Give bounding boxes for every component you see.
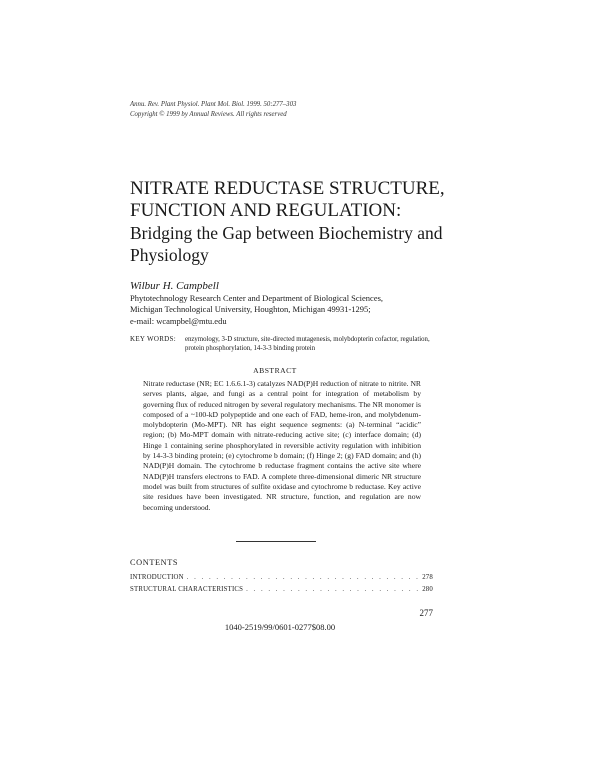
toc-entry-label: STRUCTURAL CHARACTERISTICS	[130, 586, 244, 593]
toc-entry-page: 280	[422, 586, 433, 593]
title-line-2: FUNCTION AND REGULATION:	[130, 200, 402, 221]
abstract-heading: ABSTRACT	[253, 366, 297, 375]
article-title	[130, 178, 450, 222]
toc-entry-page: 278	[422, 574, 433, 581]
author-email: e-mail: wcampbel@mtu.edu	[130, 315, 227, 326]
toc-entry-label: INTRODUCTION	[130, 574, 184, 581]
toc-leader-dots	[246, 586, 419, 593]
toc-leader-dots	[187, 574, 419, 581]
abstract-body: Nitrate reductase (NR; EC 1.6.6.1-3) catalyzes NAD(P)H reduction of nitrate to nitrite. NR serves plants, algae, and fungi as a central point for integration of metabolism by governing flux of reduced nitrogen by several regulatory mechanisms. The NR monomer is composed of a ~100-kD polypeptide and one each of FAD, heme-iron, and molybdenum-molybdopterin (Mo-MPT). NR has eight sequence segments: (a) N-terminal “acidic” region; (b) Mo-MPT domain with nitrate-reducing active site; (c) interface domain; (d) Hinge 1 containing serine phosphorylated in reversible activity regulation with inhibition by 14-3-3 binding protein; (e) cytochrome b domain; (f) Hinge 2; (g) FAD domain; and (h) NAD(P)H domain. The cytochrome b reductase fragment contains the active site where NAD(P)H transfers electrons to FAD. A complete three-dimensional dimeric NR structure model was built from structures of sulfite oxidase and cytochrome b reductase. Key active site residues have been investigated. NR structure, function, and regulation are now becoming understood.	[143, 379, 421, 512]
issn-line: 1040-2519/99/0601-0277$08.00	[224, 622, 336, 632]
author-affiliation	[130, 293, 430, 327]
affiliation-line-1: Phytotechnology Research Center and Department of Biological Sciences,	[130, 293, 384, 303]
journal-citation	[130, 100, 296, 119]
keywords-text: enzymology, 3-D structure, site-directed mutagenesis, molybdopterin cofactor, regulation, protein phosphorylation, 14-3-3 binding protein	[185, 336, 430, 353]
contents-heading: CONTENTS	[130, 558, 179, 567]
journal-line: Annu. Rev. Plant Physiol. Plant Mol. Biol. 1999. 50:277–303	[130, 101, 297, 108]
author-name: Wilbur H. Campbell	[130, 280, 219, 292]
section-divider	[236, 541, 316, 542]
toc-entry-introduction[interactable]	[130, 574, 433, 581]
title-line-1: NITRATE REDUCTASE STRUCTURE,	[130, 178, 445, 199]
copyright-line: Copyright © 1999 by Annual Reviews. All rights reserved	[130, 110, 287, 118]
toc-entry-structural-characteristics[interactable]	[130, 586, 433, 593]
keywords-label: KEY WORDS:	[130, 335, 176, 343]
affiliation-line-2: Michigan Technological University, Houghton, Michigan 49931-1295;	[130, 304, 371, 315]
page-number: 277	[419, 608, 433, 618]
article-subtitle: Bridging the Gap between Biochemistry and Physiology	[130, 223, 443, 265]
